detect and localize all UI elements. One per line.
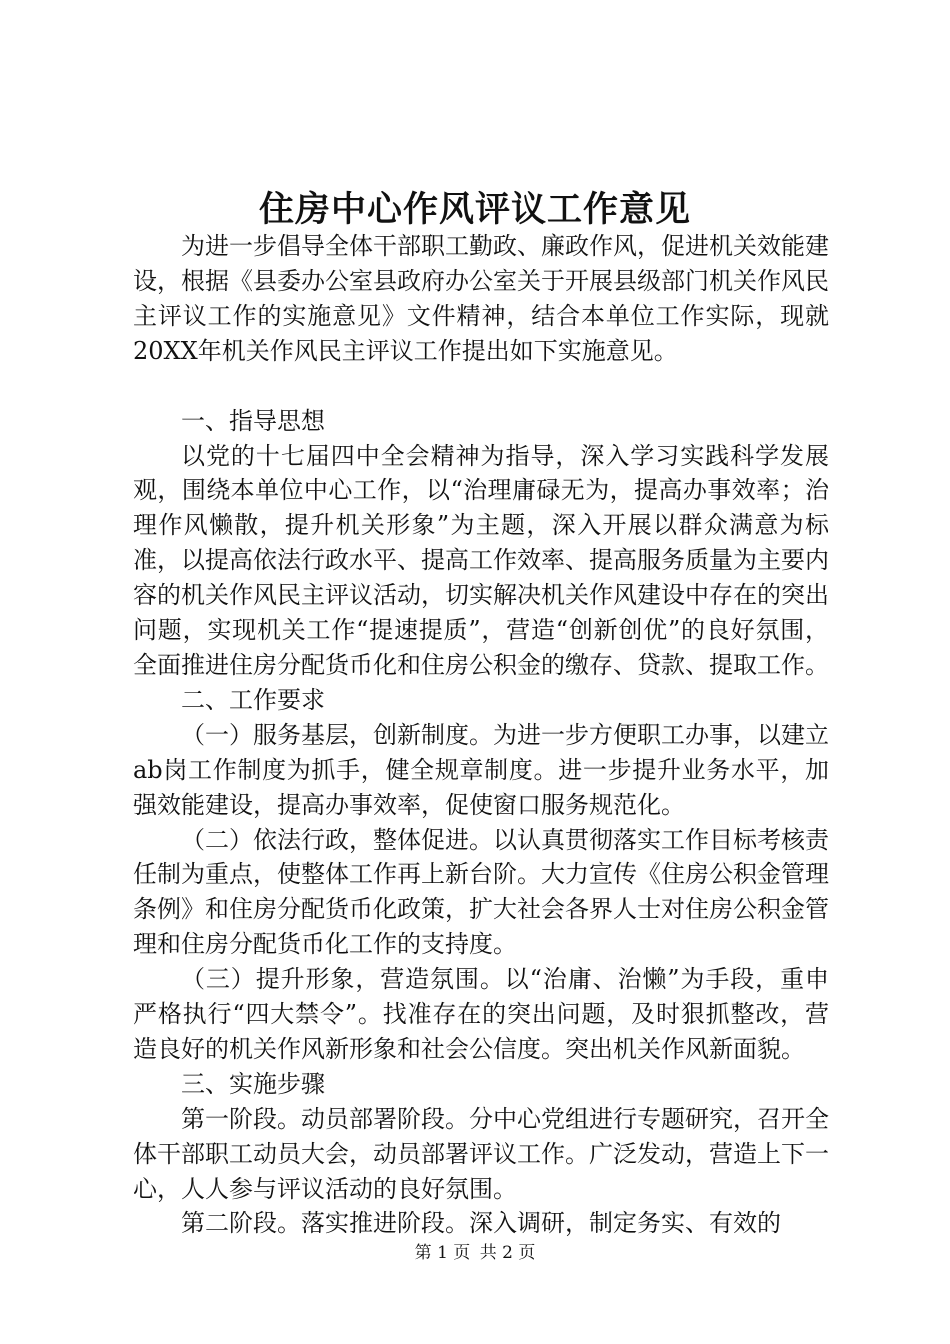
section-heading-implementation-steps: 三、实施步骤 — [181, 1069, 325, 1098]
page-total: 共 2 页 — [479, 1243, 536, 1263]
step-paragraph-1: 第一阶段。动员部署阶段。分中心党组进行专题研究，召开全体干部职工动员大会，动员部署评议工作。广泛发动，营造上下一心，人人参与评议活动的良好氛围。 — [133, 1104, 829, 1203]
page-number: 第 1 页 — [414, 1243, 471, 1263]
section-heading-guiding-ideology: 一、指导思想 — [181, 406, 325, 435]
section-heading-work-requirements: 二、工作要求 — [181, 685, 325, 714]
requirement-paragraph-1: （一）服务基层，创新制度。为进一步方便职工办事，以建立ab岗工作制度为抓手，健全规章制度。进一步提升业务水平，加强效能建设，提高办事效率，促使窗口服务规范化。 — [133, 720, 829, 819]
step-paragraph-2: 第二阶段。落实推进阶段。深入调研，制定务实、有效的 — [181, 1209, 781, 1238]
requirement-paragraph-3: （三）提升形象，营造氛围。以“治庸、治懒”为手段，重申严格执行“四大禁令”。找准存在的突出问题，及时狠抓整改，营造良好的机关作风新形象和社会公信度。突出机关作风新面貌。 — [133, 965, 829, 1063]
page-footer — [0, 1241, 950, 1265]
intro-paragraph: 为进一步倡导全体干部职工勤政、廉政作风，促进机关效能建设，根据《县委办公室县政府办公室关于开展县级部门机关作风民主评议工作的实施意见》文件精神，结合本单位工作实际，现就20XX年机关作风民主评议工作提出如下实施意见。 — [133, 232, 829, 365]
guiding-ideology-paragraph: 以党的十七届四中全会精神为指导，深入学习实践科学发展观，围绕本单位中心工作，以“治理庸碌无为，提高办事效率；治理作风懒散，提升机关形象”为主题，深入开展以群众满意为标准，以提高依法行政水平、提高工作效率、提高服务质量为主要内容的机关作风民主评议活动，切实解决机关作风建设中存在的突出问题，实现机关工作“提速提质”，营造“创新创优”的良好氛围，全面推进住房分配货币化和住房公积金的缴存、贷款、提取工作。 — [133, 441, 829, 679]
document-title: 住房中心作风评议工作意见 — [258, 189, 691, 230]
document-body — [133, 229, 829, 1241]
requirement-paragraph-2: （二）依法行政，整体促进。以认真贯彻落实工作目标考核责任制为重点，使整体工作再上新台阶。大力宣传《住房公积金管理条例》和住房分配货币化政策，扩大社会各界人士对住房公积金管理和住房分配货币化工作的支持度。 — [133, 825, 829, 959]
